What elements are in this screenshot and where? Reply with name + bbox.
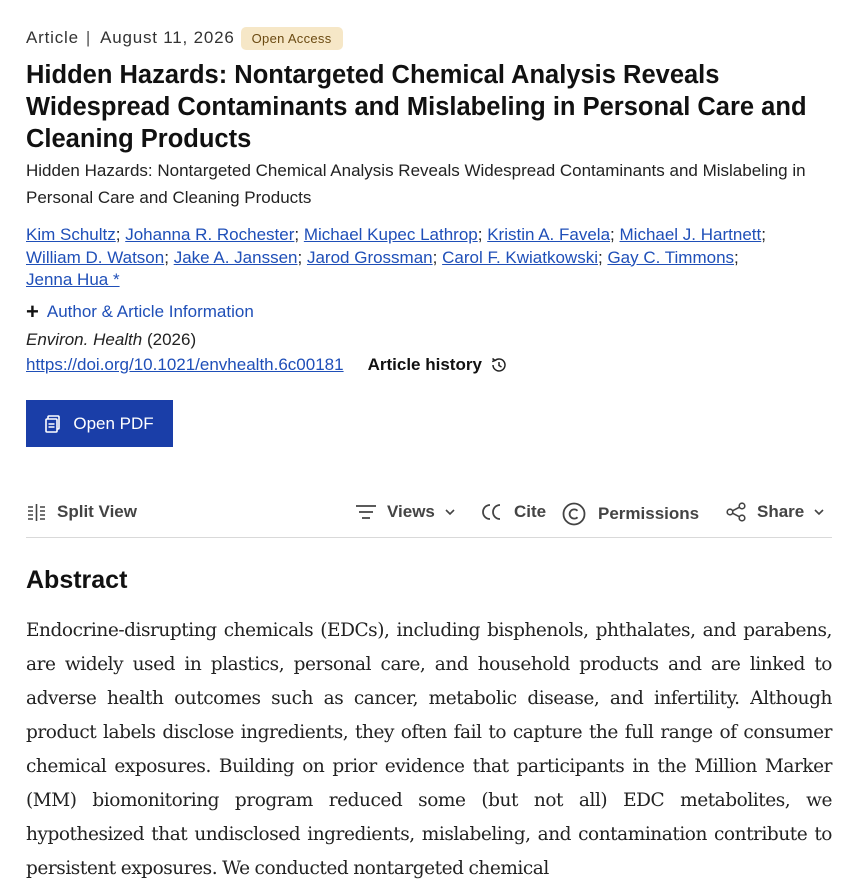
author-separator: ; xyxy=(432,247,438,267)
article-type: Article xyxy=(26,28,79,47)
abstract-heading: Abstract xyxy=(26,566,128,594)
pdf-icon xyxy=(45,415,61,433)
author-link[interactable]: Jake A. Janssen xyxy=(173,247,298,267)
article-subtitle: Hidden Hazards: Nontargeted Chemical Analysis Reveals Widespread Contaminants and Mislabeling in Personal Care and Cleaning Products xyxy=(26,161,806,207)
share-icon xyxy=(726,502,747,522)
author-separator: ; xyxy=(734,247,739,267)
meta-separator: | xyxy=(85,28,92,47)
author-separator: ; xyxy=(294,225,300,244)
author-link[interactable]: Michael Kupec Lathrop xyxy=(303,225,478,244)
quote-icon xyxy=(480,502,504,522)
share-dropdown[interactable] xyxy=(726,502,824,522)
author-separator: ; xyxy=(297,247,303,267)
open-access-badge: Open Access xyxy=(241,27,343,50)
author-separator: ; xyxy=(115,225,121,244)
abstract-text: Endocrine-disrupting chemicals (EDCs), including bisphenols, phthalates, and parabens, are widely used in plastics, personal care, and household products and are linked to adverse health outcomes such as cancer, metabolic disease, and infertility. Although product labels disclose ingredients, they often fail to capture the full range of consumer chemical exposures. Building on prior evidence that participants in the Million Marker (MM) biomonitoring program reduced some (but not all) EDC metabolites, we hypothesized that undisclosed ingredients, mislabeling, and contamination contribute to persistent exposures. We conducted nontargeted chemical xyxy=(26,620,832,879)
views-dropdown[interactable] xyxy=(355,502,455,522)
journal-citation xyxy=(26,330,196,350)
doi-row xyxy=(26,355,508,375)
views-label: Views xyxy=(387,502,435,521)
chevron-down-icon xyxy=(814,508,824,516)
author-separator: ; xyxy=(761,225,766,244)
cite-button[interactable] xyxy=(480,502,546,522)
cite-label: Cite xyxy=(514,502,547,521)
split-view-label: Split View xyxy=(57,502,137,521)
author-link[interactable]: Kristin A. Favela xyxy=(487,225,611,244)
open-pdf-button[interactable] xyxy=(26,400,173,447)
author-link[interactable]: Johanna R. Rochester xyxy=(125,225,295,244)
author-link[interactable]: William D. Watson xyxy=(26,247,165,267)
author-separator: ; xyxy=(610,225,615,244)
permissions-button[interactable] xyxy=(562,502,699,526)
split-view-icon xyxy=(26,503,47,522)
corresponding-author-link[interactable]: Jenna Hua * xyxy=(26,270,120,289)
author-link[interactable]: Kim Schultz xyxy=(26,225,116,244)
author-separator: ; xyxy=(597,247,603,267)
doi-link[interactable]: https://doi.org/10.1021/envhealth.6c00181 xyxy=(26,355,344,374)
author-separator: ; xyxy=(477,225,483,244)
open-pdf-label: Open PDF xyxy=(73,413,154,433)
article-toolbar xyxy=(26,498,832,538)
article-title: Hidden Hazards: Nontargeted Chemical Analysis Reveals Widespread Contaminants and Mislabeling in Personal Care and Cleaning Products xyxy=(26,61,807,153)
history-clock-icon xyxy=(490,356,508,374)
publication-date: August 11, 2026 xyxy=(100,28,235,47)
author-list xyxy=(26,224,832,292)
article-history-label: Article history xyxy=(367,355,482,374)
views-lines-icon xyxy=(355,504,377,520)
author-info-toggle[interactable] xyxy=(26,299,254,324)
author-link[interactable]: Michael J. Hartnett xyxy=(619,225,762,244)
journal-name: Environ. Health xyxy=(26,330,143,349)
article-history-button[interactable] xyxy=(368,355,508,375)
chevron-down-icon xyxy=(445,508,455,516)
copyright-icon xyxy=(562,502,586,526)
author-link[interactable]: Gay C. Timmons xyxy=(607,247,735,267)
author-info-label: Author & Article Information xyxy=(46,302,254,321)
plus-icon: + xyxy=(26,299,39,324)
article-meta xyxy=(26,24,343,52)
split-view-button[interactable] xyxy=(26,502,137,522)
share-label: Share xyxy=(757,502,805,521)
author-link[interactable]: Jarod Grossman xyxy=(306,247,433,267)
journal-year: (2026) xyxy=(146,330,197,349)
author-separator: ; xyxy=(164,247,169,267)
author-link[interactable]: Carol F. Kwiatkowski xyxy=(442,247,598,267)
permissions-label: Permissions xyxy=(598,504,700,523)
